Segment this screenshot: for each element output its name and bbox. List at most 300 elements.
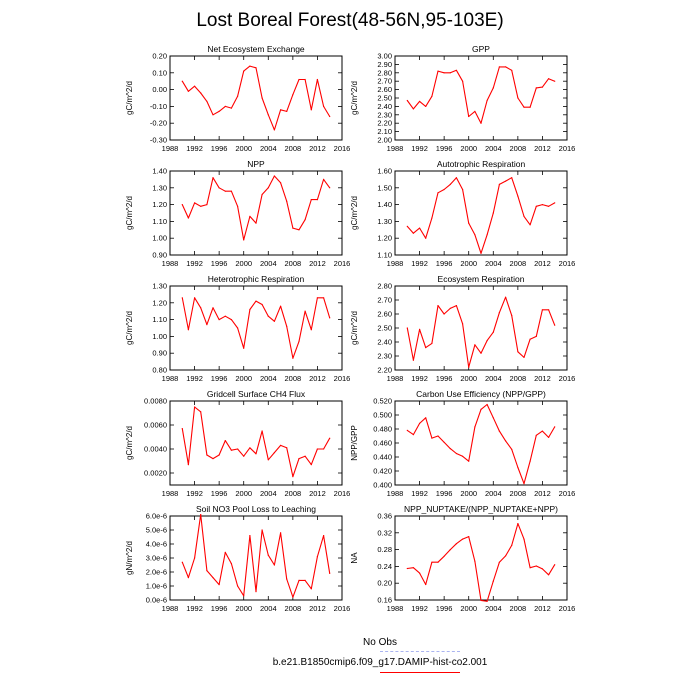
chart-3-point-2014 bbox=[329, 187, 330, 188]
chart-9-xtick-label-2000: 2000 bbox=[235, 604, 253, 613]
chart-4-xtick-label-1996: 1996 bbox=[435, 259, 453, 268]
chart-10-point-1994 bbox=[431, 562, 432, 563]
chart-2-ytick-label-0: 2.00 bbox=[377, 135, 392, 145]
chart-10-point-2013 bbox=[548, 574, 549, 575]
chart-9-ytick-label-3: 3.0e-6 bbox=[145, 553, 167, 563]
chart-5-point-2011 bbox=[311, 329, 312, 330]
chart-8-point-2011 bbox=[536, 435, 537, 436]
chart-2-point-2007 bbox=[511, 70, 512, 71]
chart-6-xtick-label-1992: 1992 bbox=[411, 374, 428, 383]
chart-7-point-1997 bbox=[225, 440, 226, 441]
chart-9-point-2012 bbox=[317, 556, 318, 557]
chart-1-point-1997 bbox=[225, 106, 226, 107]
chart-2-ytick-label-7: 2.70 bbox=[377, 76, 392, 86]
chart-2-point-1993 bbox=[425, 106, 426, 107]
chart-4-series-line-0 bbox=[407, 178, 554, 254]
chart-9-ytick-label-6: 6.0e-6 bbox=[145, 511, 167, 521]
chart-1-point-2011 bbox=[311, 109, 312, 110]
chart-4-ytick-label-4: 1.50 bbox=[377, 183, 392, 193]
chart-2-point-1995 bbox=[437, 71, 438, 72]
chart-3-point-1990 bbox=[182, 204, 183, 205]
chart-2-series-line-0 bbox=[407, 67, 554, 123]
chart-4-point-2014 bbox=[554, 202, 555, 203]
chart-6-point-2012 bbox=[542, 309, 543, 310]
chart-5-xtick-label-2004: 2004 bbox=[259, 374, 277, 383]
chart-5-xtick-label-2000: 2000 bbox=[235, 374, 253, 383]
chart-7-xtick-label-2016: 2016 bbox=[333, 489, 351, 498]
chart-1-point-2002 bbox=[255, 67, 256, 68]
chart-7-ytick-label-1: 0.0040 bbox=[144, 444, 167, 454]
chart-3-ytick-label-0: 0.90 bbox=[152, 250, 167, 260]
chart-10-frame bbox=[395, 516, 567, 600]
chart-4-point-2007 bbox=[511, 177, 512, 178]
chart-2-point-1992 bbox=[419, 101, 420, 102]
chart-2-point-2008 bbox=[517, 97, 518, 98]
chart-7-point-2005 bbox=[274, 452, 275, 453]
chart-1-point-1991 bbox=[188, 91, 189, 92]
chart-3-point-2001 bbox=[249, 216, 250, 217]
chart-8-point-2002 bbox=[480, 409, 481, 410]
chart-6-point-1994 bbox=[431, 343, 432, 344]
chart-3-ytick-label-1: 1.00 bbox=[152, 233, 167, 243]
chart-4-point-1997 bbox=[450, 184, 451, 185]
chart-4-point-2004 bbox=[493, 212, 494, 213]
chart-5-ytick-label-2: 1.00 bbox=[152, 331, 167, 341]
chart-10-point-2007 bbox=[511, 545, 512, 546]
chart-7-point-2001 bbox=[249, 447, 250, 448]
chart-2-point-2004 bbox=[493, 87, 494, 88]
chart-3-point-1995 bbox=[212, 177, 213, 178]
chart-5-point-1998 bbox=[231, 319, 232, 320]
chart-10-point-1998 bbox=[456, 543, 457, 544]
chart-6-point-2005 bbox=[499, 312, 500, 313]
chart-1-point-1996 bbox=[219, 111, 220, 112]
chart-8-xtick-label-1992: 1992 bbox=[411, 489, 428, 498]
chart-4-point-2001 bbox=[474, 234, 475, 235]
chart-9-point-2001 bbox=[249, 535, 250, 536]
chart-6-point-2011 bbox=[536, 336, 537, 337]
chart-2-point-1996 bbox=[444, 72, 445, 73]
chart-4-ytick-label-5: 1.60 bbox=[377, 166, 392, 176]
chart-8-ytick-label-5: 0.500 bbox=[373, 410, 392, 420]
chart-2-point-1994 bbox=[431, 96, 432, 97]
chart-2-point-1998 bbox=[456, 70, 457, 71]
chart-3-xtick-label-2000: 2000 bbox=[235, 259, 253, 268]
chart-4-point-1991 bbox=[413, 233, 414, 234]
chart-7-xtick-label-1992: 1992 bbox=[186, 489, 203, 498]
chart-4-point-2002 bbox=[480, 253, 481, 254]
chart-1-xtick-label-1988: 1988 bbox=[161, 144, 179, 153]
chart-4-frame bbox=[395, 171, 567, 255]
chart-7-xtick-label-2012: 2012 bbox=[309, 489, 326, 498]
chart-3-point-2000 bbox=[243, 239, 244, 240]
chart-8-xtick-label-1988: 1988 bbox=[386, 489, 404, 498]
chart-2-ytick-label-3: 2.30 bbox=[377, 110, 392, 120]
chart-7-point-2011 bbox=[311, 464, 312, 465]
chart-3-xtick-label-2016: 2016 bbox=[333, 259, 351, 268]
chart-10-xtick-label-2016: 2016 bbox=[558, 604, 576, 613]
chart-6-ylabel: gC/m^2/d bbox=[350, 311, 359, 345]
chart-2-point-2014 bbox=[554, 81, 555, 82]
chart-10-npp-nuptake-npp-nuptake-npp bbox=[350, 504, 575, 613]
chart-8-series-line-0 bbox=[407, 405, 554, 484]
chart-1-ytick-label-5: 0.20 bbox=[152, 51, 167, 61]
chart-5-ytick-label-1: 0.90 bbox=[152, 348, 167, 358]
chart-7-point-2008 bbox=[292, 476, 293, 477]
chart-9-title: Soil NO3 Pool Loss to Leaching bbox=[195, 504, 317, 514]
chart-4-ytick-label-2: 1.30 bbox=[377, 216, 392, 226]
chart-6-xtick-label-2008: 2008 bbox=[509, 374, 527, 383]
chart-10-xtick-label-2008: 2008 bbox=[509, 604, 527, 613]
chart-7-point-2003 bbox=[262, 430, 263, 431]
chart-1-point-2006 bbox=[280, 109, 281, 110]
chart-1-point-2007 bbox=[286, 111, 287, 112]
chart-7-point-2013 bbox=[323, 448, 324, 449]
chart-5-xtick-label-1996: 1996 bbox=[210, 374, 228, 383]
chart-6-point-1995 bbox=[437, 305, 438, 306]
chart-8-xtick-label-2016: 2016 bbox=[558, 489, 576, 498]
legend-label-no-obs: No Obs bbox=[363, 637, 397, 648]
chart-6-point-1993 bbox=[425, 347, 426, 348]
chart-4-point-1993 bbox=[425, 238, 426, 239]
chart-7-point-2014 bbox=[329, 438, 330, 439]
chart-1-point-2003 bbox=[262, 97, 263, 98]
chart-4-xtick-label-1988: 1988 bbox=[386, 259, 404, 268]
chart-8-ytick-label-3: 0.460 bbox=[373, 438, 392, 448]
chart-4-point-2005 bbox=[499, 184, 500, 185]
chart-9-point-2010 bbox=[305, 580, 306, 581]
chart-6-point-2007 bbox=[511, 315, 512, 316]
chart-1-title: Net Ecosystem Exchange bbox=[207, 44, 305, 54]
chart-10-point-1999 bbox=[462, 539, 463, 540]
chart-2-point-2001 bbox=[474, 111, 475, 112]
chart-8-point-2000 bbox=[468, 461, 469, 462]
chart-3-xtick-label-2004: 2004 bbox=[259, 259, 277, 268]
chart-9-point-2000 bbox=[243, 595, 244, 596]
chart-3-point-2009 bbox=[298, 229, 299, 230]
chart-2-xtick-label-2008: 2008 bbox=[509, 144, 527, 153]
chart-8-ytick-label-2: 0.440 bbox=[373, 452, 392, 462]
chart-5-ytick-label-5: 1.30 bbox=[152, 281, 167, 291]
chart-1-point-1993 bbox=[200, 92, 201, 93]
chart-8-point-2013 bbox=[548, 437, 549, 438]
chart-2-xtick-label-2012: 2012 bbox=[534, 144, 551, 153]
chart-1-point-1992 bbox=[194, 86, 195, 87]
chart-7-point-1999 bbox=[237, 448, 238, 449]
chart-7-point-1992 bbox=[194, 406, 195, 407]
chart-3-point-1998 bbox=[231, 191, 232, 192]
chart-4-xtick-label-2016: 2016 bbox=[558, 259, 576, 268]
chart-10-point-2011 bbox=[536, 565, 537, 566]
chart-1-ytick-label-1: -0.20 bbox=[149, 118, 167, 128]
chart-1-ylabel: gC/m^2/d bbox=[125, 81, 134, 115]
chart-3-xtick-label-1988: 1988 bbox=[161, 259, 179, 268]
chart-9-xtick-label-1996: 1996 bbox=[210, 604, 228, 613]
chart-6-frame bbox=[395, 286, 567, 370]
chart-8-point-2009 bbox=[523, 483, 524, 484]
chart-5-heterotrophic-respiration bbox=[125, 274, 350, 383]
chart-1-point-2012 bbox=[317, 79, 318, 80]
chart-9-ytick-label-5: 5.0e-6 bbox=[145, 525, 167, 535]
chart-6-point-2008 bbox=[517, 351, 518, 352]
chart-4-point-1992 bbox=[419, 228, 420, 229]
chart-7-xtick-label-1988: 1988 bbox=[161, 489, 179, 498]
chart-5-point-1991 bbox=[188, 329, 189, 330]
chart-10-point-1993 bbox=[425, 584, 426, 585]
chart-6-xtick-label-2012: 2012 bbox=[534, 374, 551, 383]
chart-5-point-1990 bbox=[182, 297, 183, 298]
chart-6-xtick-label-2004: 2004 bbox=[484, 374, 502, 383]
chart-7-ytick-label-3: 0.0080 bbox=[144, 396, 167, 406]
chart-2-point-2009 bbox=[523, 107, 524, 108]
legend-label-model: b.e21.B1850cmip6.f09_g17.DAMIP-hist-co2.001 bbox=[272, 657, 488, 668]
chart-9-point-1995 bbox=[212, 577, 213, 578]
chart-5-ytick-label-3: 1.10 bbox=[152, 315, 167, 325]
chart-8-point-1996 bbox=[444, 442, 445, 443]
chart-2-frame bbox=[395, 56, 567, 140]
chart-2-xtick-label-1996: 1996 bbox=[435, 144, 453, 153]
chart-1-point-2008 bbox=[292, 94, 293, 95]
chart-1-ytick-label-0: -0.30 bbox=[149, 135, 167, 145]
chart-2-point-2005 bbox=[499, 66, 500, 67]
chart-10-ytick-label-3: 0.28 bbox=[377, 545, 392, 555]
chart-9-point-2008 bbox=[292, 597, 293, 598]
chart-8-point-1992 bbox=[419, 423, 420, 424]
chart-7-xtick-label-2008: 2008 bbox=[284, 489, 302, 498]
chart-6-point-2002 bbox=[480, 353, 481, 354]
chart-5-xtick-label-1988: 1988 bbox=[161, 374, 179, 383]
chart-5-xtick-label-2016: 2016 bbox=[333, 374, 351, 383]
chart-8-frame bbox=[395, 401, 567, 485]
chart-7-frame bbox=[170, 401, 342, 485]
chart-2-point-2000 bbox=[468, 116, 469, 117]
chart-1-ytick-label-4: 0.10 bbox=[152, 68, 167, 78]
chart-8-point-1997 bbox=[450, 448, 451, 449]
chart-9-ytick-label-0: 0.0e-6 bbox=[145, 595, 167, 605]
chart-5-ytick-label-4: 1.20 bbox=[152, 298, 167, 308]
chart-2-point-2003 bbox=[487, 100, 488, 101]
chart-3-ytick-label-4: 1.30 bbox=[152, 183, 167, 193]
chart-3-point-1999 bbox=[237, 206, 238, 207]
chart-5-point-1995 bbox=[212, 307, 213, 308]
chart-9-ytick-label-2: 2.0e-6 bbox=[145, 567, 167, 577]
chart-2-ytick-label-6: 2.60 bbox=[377, 85, 392, 95]
chart-3-point-2005 bbox=[274, 175, 275, 176]
chart-5-xtick-label-1992: 1992 bbox=[186, 374, 203, 383]
chart-6-point-2001 bbox=[474, 344, 475, 345]
chart-7-point-2002 bbox=[255, 453, 256, 454]
chart-4-ytick-label-0: 1.10 bbox=[377, 250, 392, 260]
chart-8-ytick-label-4: 0.480 bbox=[373, 424, 392, 434]
chart-8-point-1999 bbox=[462, 456, 463, 457]
chart-8-point-1991 bbox=[413, 434, 414, 435]
chart-5-frame bbox=[170, 286, 342, 370]
chart-6-ytick-label-1: 2.30 bbox=[377, 351, 392, 361]
chart-1-point-2009 bbox=[298, 79, 299, 80]
chart-9-point-2006 bbox=[280, 532, 281, 533]
chart-7-point-2009 bbox=[298, 458, 299, 459]
chart-7-point-2007 bbox=[286, 447, 287, 448]
chart-5-point-2009 bbox=[298, 341, 299, 342]
chart-9-point-1990 bbox=[182, 562, 183, 563]
chart-4-point-2006 bbox=[505, 181, 506, 182]
chart-3-point-2002 bbox=[255, 223, 256, 224]
chart-10-ytick-label-4: 0.32 bbox=[377, 528, 392, 538]
chart-9-point-1998 bbox=[231, 563, 232, 564]
chart-7-xtick-label-2004: 2004 bbox=[259, 489, 277, 498]
chart-9-xtick-label-1988: 1988 bbox=[161, 604, 179, 613]
chart-2-xtick-label-2004: 2004 bbox=[484, 144, 502, 153]
chart-3-point-2008 bbox=[292, 228, 293, 229]
chart-8-ylabel: NPP/GPP bbox=[350, 425, 359, 461]
chart-8-xtick-label-2008: 2008 bbox=[509, 489, 527, 498]
chart-10-ylabel: NA bbox=[350, 552, 359, 564]
chart-1-ytick-label-2: -0.10 bbox=[149, 101, 167, 111]
chart-2-point-2011 bbox=[536, 87, 537, 88]
chart-6-point-1997 bbox=[450, 308, 451, 309]
chart-7-series-line-0 bbox=[182, 407, 329, 477]
chart-5-point-2007 bbox=[286, 326, 287, 327]
chart-1-series-line-0 bbox=[182, 66, 329, 130]
chart-5-ytick-label-0: 0.80 bbox=[152, 365, 167, 375]
chart-5-title: Heterotrophic Respiration bbox=[207, 274, 305, 284]
chart-7-point-1991 bbox=[188, 464, 189, 465]
chart-8-title: Carbon Use Efficiency (NPP/GPP) bbox=[416, 389, 546, 399]
chart-4-point-1990 bbox=[407, 226, 408, 227]
chart-7-point-1990 bbox=[182, 428, 183, 429]
chart-7-ytick-label-2: 0.0060 bbox=[144, 420, 167, 430]
chart-1-point-2010 bbox=[305, 79, 306, 80]
chart-10-xtick-label-1988: 1988 bbox=[386, 604, 404, 613]
chart-3-xtick-label-1996: 1996 bbox=[210, 259, 228, 268]
chart-1-point-1999 bbox=[237, 96, 238, 97]
chart-5-series-line-0 bbox=[182, 298, 329, 358]
chart-9-point-2002 bbox=[255, 591, 256, 592]
chart-5-point-1993 bbox=[200, 307, 201, 308]
chart-1-point-1990 bbox=[182, 81, 183, 82]
chart-3-point-2003 bbox=[262, 194, 263, 195]
chart-10-point-2001 bbox=[474, 561, 475, 562]
chart-3-point-1991 bbox=[188, 217, 189, 218]
chart-9-xtick-label-2004: 2004 bbox=[259, 604, 277, 613]
chart-8-point-2007 bbox=[511, 449, 512, 450]
chart-7-title: Gridcell Surface CH4 Flux bbox=[206, 389, 306, 399]
chart-4-point-2009 bbox=[523, 216, 524, 217]
chart-9-xtick-label-1992: 1992 bbox=[186, 604, 203, 613]
chart-7-point-2006 bbox=[280, 445, 281, 446]
chart-5-point-2003 bbox=[262, 304, 263, 305]
chart-3-npp bbox=[125, 159, 350, 268]
chart-2-xtick-label-1992: 1992 bbox=[411, 144, 428, 153]
chart-8-point-2008 bbox=[517, 467, 518, 468]
chart-4-title: Autotrophic Respiration bbox=[436, 159, 526, 169]
chart-5-point-2005 bbox=[274, 321, 275, 322]
chart-2-ytick-label-10: 3.00 bbox=[377, 51, 392, 61]
chart-3-xtick-label-2012: 2012 bbox=[309, 259, 326, 268]
chart-4-xtick-label-2004: 2004 bbox=[484, 259, 502, 268]
chart-6-point-1998 bbox=[456, 305, 457, 306]
chart-9-series-line-0 bbox=[182, 515, 329, 598]
chart-6-point-2004 bbox=[493, 332, 494, 333]
chart-8-point-1994 bbox=[431, 438, 432, 439]
chart-4-xtick-label-2008: 2008 bbox=[509, 259, 527, 268]
chart-6-point-1992 bbox=[419, 329, 420, 330]
chart-8-ytick-label-6: 0.520 bbox=[373, 396, 392, 406]
chart-6-series-line-0 bbox=[407, 297, 554, 367]
chart-10-point-2008 bbox=[517, 523, 518, 524]
chart-6-xtick-label-1988: 1988 bbox=[386, 374, 404, 383]
chart-5-point-1992 bbox=[194, 297, 195, 298]
chart-4-xtick-label-2000: 2000 bbox=[460, 259, 478, 268]
chart-6-ytick-label-6: 2.80 bbox=[377, 281, 392, 291]
chart-6-xtick-label-2016: 2016 bbox=[558, 374, 576, 383]
chart-1-point-2005 bbox=[274, 129, 275, 130]
chart-3-ytick-label-3: 1.20 bbox=[152, 200, 167, 210]
chart-5-point-2014 bbox=[329, 317, 330, 318]
chart-2-point-1990 bbox=[407, 100, 408, 101]
chart-10-point-2002 bbox=[480, 600, 481, 601]
chart-8-xtick-label-2000: 2000 bbox=[460, 489, 478, 498]
chart-6-ecosystem-respiration bbox=[350, 274, 575, 383]
chart-3-ylabel: gC/m^2/d bbox=[125, 196, 134, 230]
chart-3-point-2004 bbox=[268, 187, 269, 188]
chart-10-point-1995 bbox=[437, 562, 438, 563]
chart-9-point-2005 bbox=[274, 564, 275, 565]
chart-10-point-1991 bbox=[413, 567, 414, 568]
chart-2-point-1997 bbox=[450, 72, 451, 73]
chart-8-xtick-label-2012: 2012 bbox=[534, 489, 551, 498]
chart-4-point-1994 bbox=[431, 217, 432, 218]
chart-9-point-2004 bbox=[268, 555, 269, 556]
chart-3-point-2011 bbox=[311, 199, 312, 200]
chart-8-carbon-use-efficiency-npp-gpp bbox=[350, 389, 575, 498]
chart-2-ytick-label-5: 2.50 bbox=[377, 93, 392, 103]
chart-7-xtick-label-2000: 2000 bbox=[235, 489, 253, 498]
chart-8-point-1998 bbox=[456, 453, 457, 454]
chart-6-ytick-label-0: 2.20 bbox=[377, 365, 392, 375]
chart-10-ytick-label-0: 0.16 bbox=[377, 595, 392, 605]
chart-8-point-2003 bbox=[487, 404, 488, 405]
chart-10-xtick-label-2012: 2012 bbox=[534, 604, 551, 613]
chart-6-point-2010 bbox=[530, 339, 531, 340]
chart-3-point-2012 bbox=[317, 199, 318, 200]
chart-10-point-2009 bbox=[523, 539, 524, 540]
chart-6-point-2013 bbox=[548, 309, 549, 310]
chart-7-point-1995 bbox=[212, 458, 213, 459]
chart-8-xtick-label-1996: 1996 bbox=[435, 489, 453, 498]
chart-8-point-2004 bbox=[493, 417, 494, 418]
chart-2-xtick-label-2016: 2016 bbox=[558, 144, 576, 153]
chart-1-xtick-label-2000: 2000 bbox=[235, 144, 253, 153]
chart-3-point-1997 bbox=[225, 191, 226, 192]
chart-10-point-1996 bbox=[444, 556, 445, 557]
chart-5-point-2010 bbox=[305, 311, 306, 312]
chart-4-point-1999 bbox=[462, 189, 463, 190]
chart-9-point-2013 bbox=[323, 535, 324, 536]
chart-6-ytick-label-4: 2.60 bbox=[377, 309, 392, 319]
legend-line-model bbox=[380, 672, 460, 673]
chart-7-point-1994 bbox=[206, 454, 207, 455]
chart-10-xtick-label-1992: 1992 bbox=[411, 604, 428, 613]
chart-6-ytick-label-3: 2.50 bbox=[377, 323, 392, 333]
chart-9-point-2003 bbox=[262, 529, 263, 530]
chart-3-point-2013 bbox=[323, 179, 324, 180]
chart-1-ytick-label-3: 0.00 bbox=[152, 85, 167, 95]
chart-3-point-2007 bbox=[286, 201, 287, 202]
chart-8-point-1995 bbox=[437, 435, 438, 436]
chart-5-point-1999 bbox=[237, 327, 238, 328]
chart-10-ytick-label-2: 0.24 bbox=[377, 561, 392, 571]
